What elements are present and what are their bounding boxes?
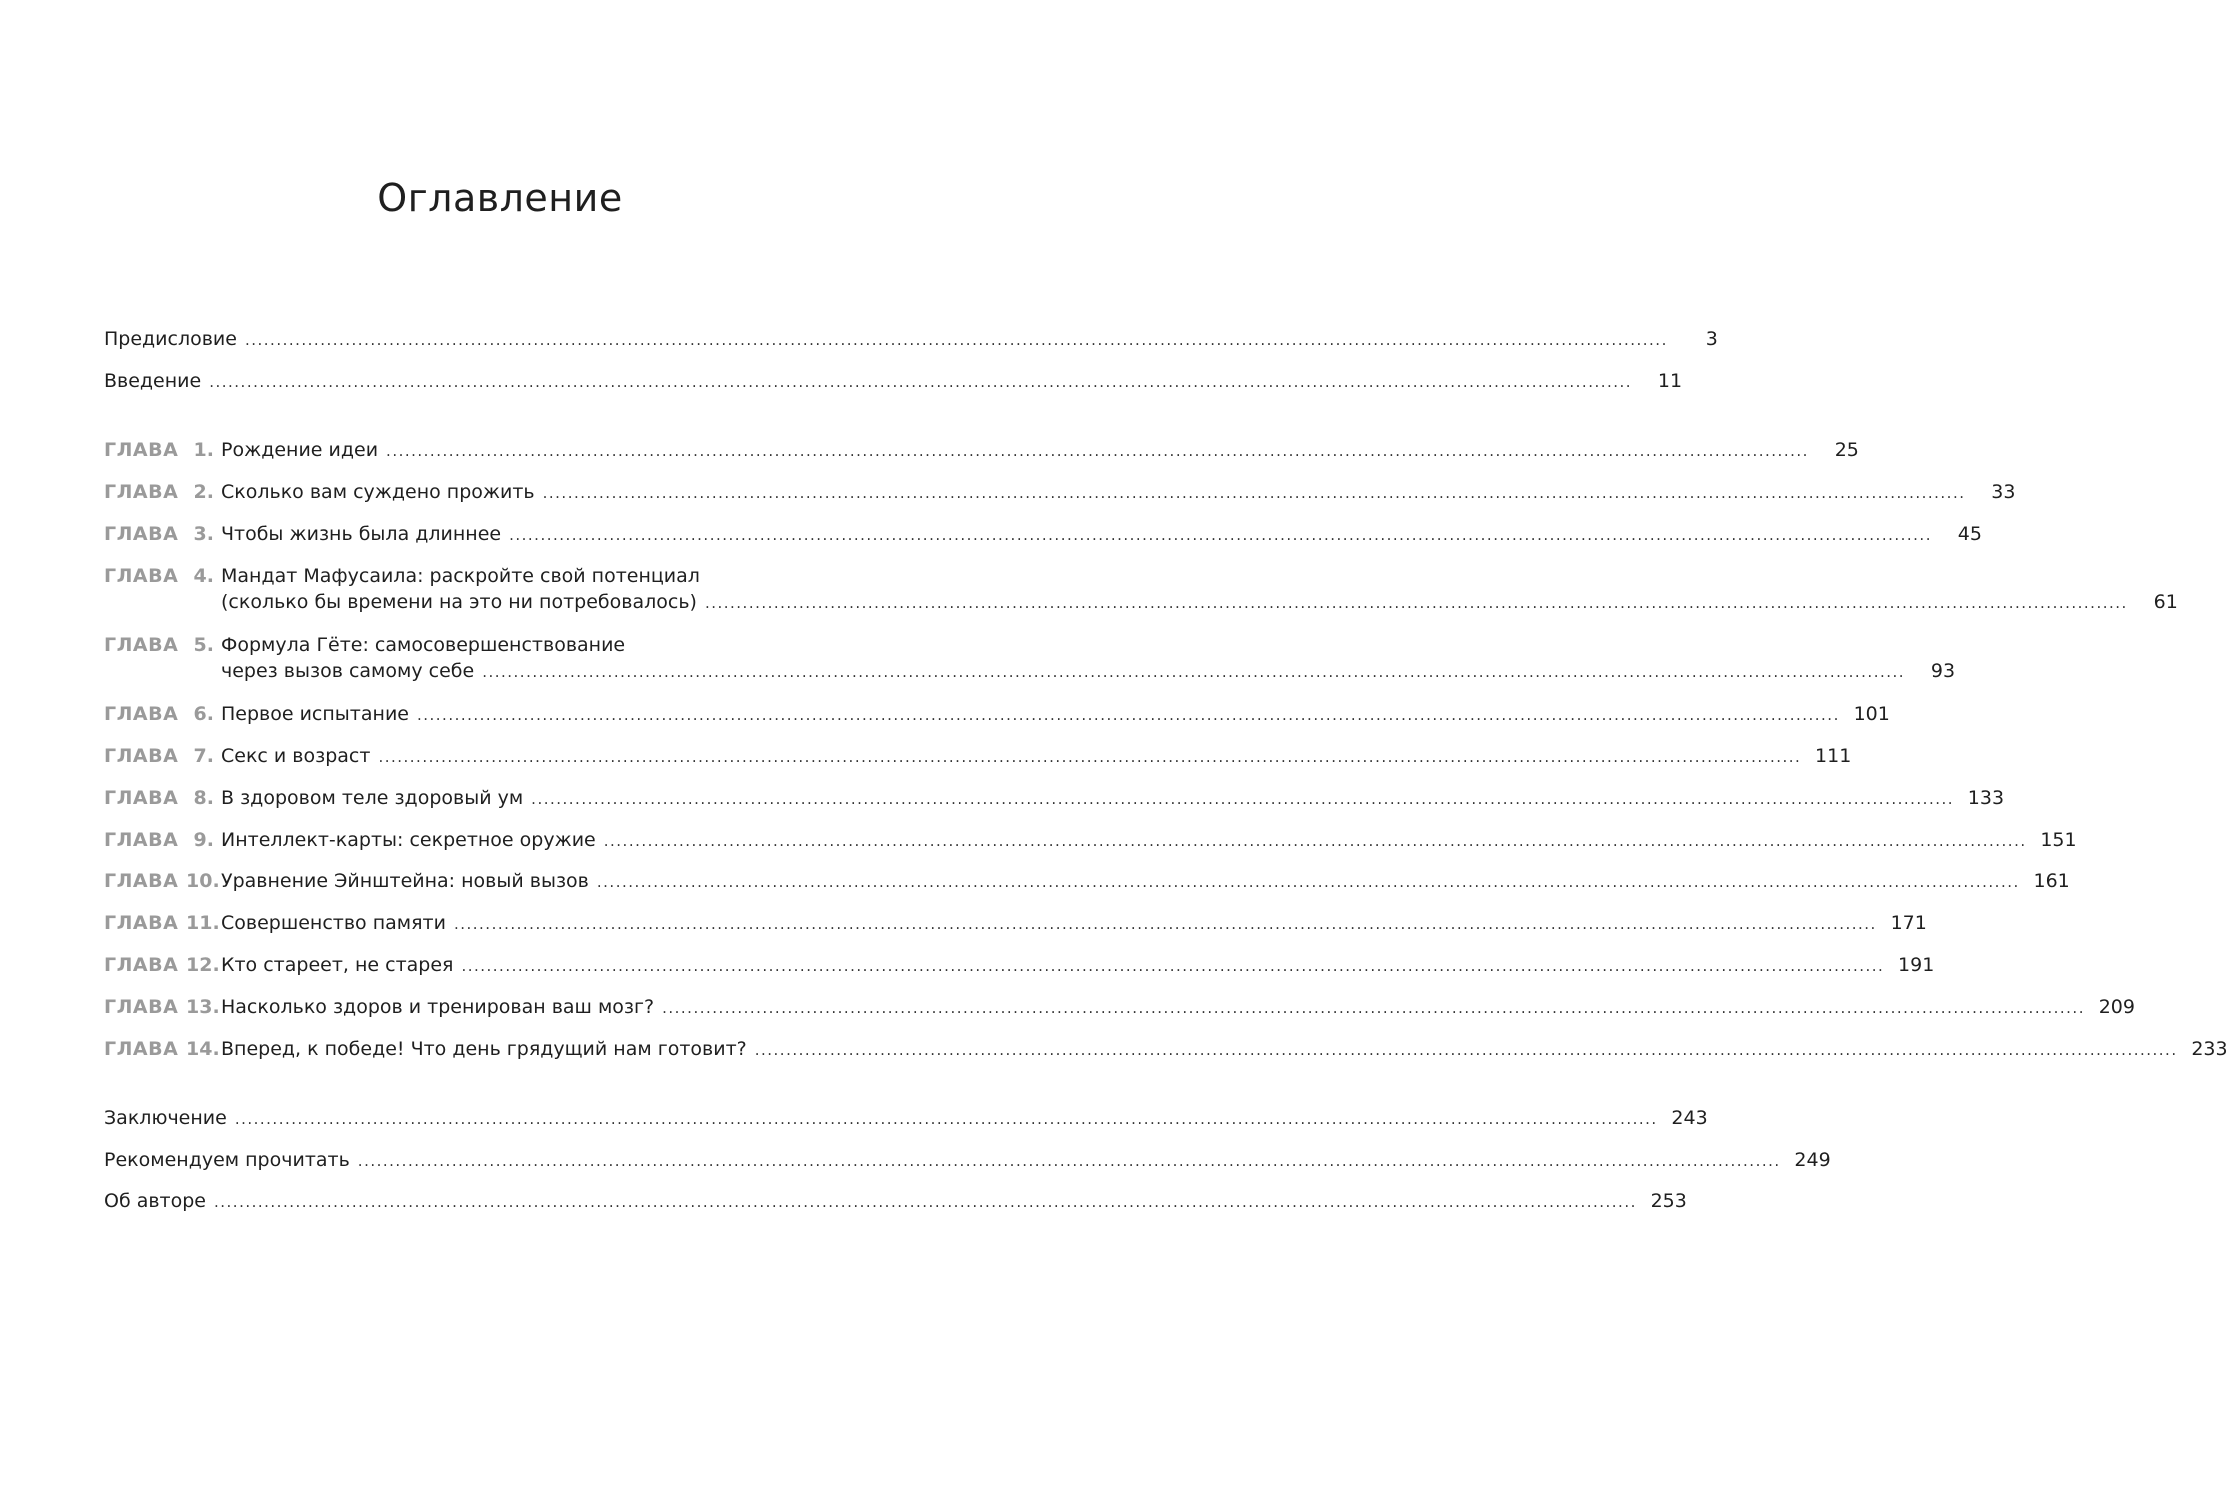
page-number: 25 [1834,439,1859,461]
page-number: 151 [2040,829,2077,851]
toc-entry-introduction[interactable] [104,368,1683,395]
page-number: 3 [1705,328,1718,350]
chapter-label: ГЛАВА [104,829,179,851]
entry-title: Об авторе [104,1190,206,1212]
toc-entry-preface[interactable] [104,326,1718,353]
chapter-label: ГЛАВА [104,703,179,725]
chapter-number: 8. [193,787,214,809]
entry-title-continued: через вызов самому себе [221,660,475,682]
chapter-number: 7. [193,745,214,767]
entry-title: Уравнение Эйнштейна: новый вызов [221,870,589,892]
dot-leader [509,522,1932,548]
chapter-number: 2. [193,481,214,503]
dot-leader [662,995,2085,1021]
chapter-number: 6. [193,703,214,725]
toc-entry-chapter-2[interactable] [104,479,2016,506]
entry-title: Введение [104,370,202,392]
chapter-number: 12. [186,954,220,976]
toc-entry-chapter-14[interactable] [104,1036,2228,1063]
toc-entry-chapter-6[interactable] [104,701,1890,728]
dot-leader [454,911,1877,937]
chapter-label: ГЛАВА [104,1038,179,1060]
toc-entry-chapter-9[interactable] [104,827,2077,854]
chapter-number: 1. [193,439,214,461]
chapter-label: ГЛАВА [104,523,179,545]
chapter-label: ГЛАВА [104,787,179,809]
chapter-label: ГЛАВА [104,870,179,892]
chapter-number: 10. [186,870,220,892]
page-number: 33 [1991,481,2016,503]
entry-title: В здоровом теле здоровый ум [221,787,524,809]
page-number: 233 [2191,1038,2228,1060]
toc-entry-chapter-10[interactable] [104,868,2070,895]
entry-title: Мандат Мафусаила: раскройте свой потенциал [221,565,700,587]
dot-leader [543,480,1966,506]
entry-title: Рождение идеи [221,439,379,461]
chapter-label: ГЛАВА [104,996,179,1018]
entry-title: Чтобы жизнь была длиннее [221,523,502,545]
chapter-number: 14. [186,1038,220,1060]
entry-title: Формула Гёте: самосовершенствование [221,634,626,656]
chapter-label: ГЛАВА [104,634,179,656]
dot-leader [604,828,2027,854]
page-number: 171 [1890,912,1927,934]
dot-leader [597,869,2020,895]
chapter-number: 11. [186,912,220,934]
page-number: 249 [1794,1149,1831,1171]
dot-leader [461,953,1884,979]
chapter-number: 5. [193,634,214,656]
page-number: 61 [2153,591,2178,613]
dot-leader [417,702,1840,728]
chapter-number: 4. [193,565,214,587]
chapter-label: ГЛАВА [104,745,179,767]
entry-title-continued: (сколько бы времени на это ни потребовалось) [221,591,697,613]
toc-entry-chapter-12[interactable] [104,952,1935,979]
chapter-number: 13. [186,996,220,1018]
page-number: 45 [1957,523,1982,545]
chapter-number: 3. [193,523,214,545]
page-number: 11 [1657,370,1683,392]
dot-leader [386,438,1809,464]
page-number: 111 [1815,745,1852,767]
entry-title: Первое испытание [221,703,409,725]
toc-entry-about-author[interactable] [104,1188,1687,1215]
chapter-label: ГЛАВА [104,912,179,934]
entry-title: Вперед, к победе! Что день грядущий нам готовит? [221,1038,747,1060]
dot-leader [214,1189,1637,1215]
entry-title: Заключение [104,1107,227,1129]
page-number: 191 [1898,954,1935,976]
dot-leader [245,327,1668,353]
toc-entry-chapter-11[interactable] [104,910,1927,937]
chapter-label: ГЛАВА [104,439,179,461]
dot-leader [755,1037,2178,1063]
page-number: 209 [2098,996,2135,1018]
dot-leader [358,1148,1781,1174]
entry-title: Кто стареет, не старея [221,954,454,976]
chapter-label: ГЛАВА [104,481,179,503]
toc-entry-chapter-13[interactable] [104,994,2135,1021]
chapter-label: ГЛАВА [104,565,179,587]
chapter-number: 9. [193,829,214,851]
toc-entry-chapter-3[interactable] [104,521,1982,548]
entry-title: Насколько здоров и тренирован ваш мозг? [221,996,655,1018]
toc-entry-chapter-7[interactable] [104,743,1852,770]
toc-entry-chapter-4[interactable] [104,563,2178,616]
entry-title: Предисловие [104,328,237,350]
page-number: 101 [1853,703,1890,725]
entry-title: Рекомендуем прочитать [104,1149,350,1171]
dot-leader [378,744,1801,770]
page-number: 161 [2033,870,2070,892]
dot-leader [705,590,2128,616]
page-title: Оглавление [377,176,623,220]
toc-entry-chapter-8[interactable] [104,785,2005,812]
page-number: 253 [1650,1190,1687,1212]
entry-title: Совершенство памяти [221,912,446,934]
page-number: 93 [1930,660,1956,682]
toc-entry-chapter-1[interactable] [104,437,1859,464]
entry-title: Интеллект-карты: секретное оружие [221,829,596,851]
dot-leader [531,786,1954,812]
toc-entry-chapter-5[interactable] [104,632,1956,685]
toc-entry-conclusion[interactable] [104,1105,1708,1132]
chapter-label: ГЛАВА [104,954,179,976]
page-number: 243 [1671,1107,1708,1129]
toc-entry-recommended-reading[interactable] [104,1147,1831,1174]
dot-leader [235,1106,1658,1132]
dot-leader [209,369,1632,395]
page-number: 133 [1967,787,2005,809]
dot-leader [482,659,1905,685]
entry-title: Секс и возраст [221,745,371,767]
entry-title: Сколько вам суждено прожить [221,481,535,503]
